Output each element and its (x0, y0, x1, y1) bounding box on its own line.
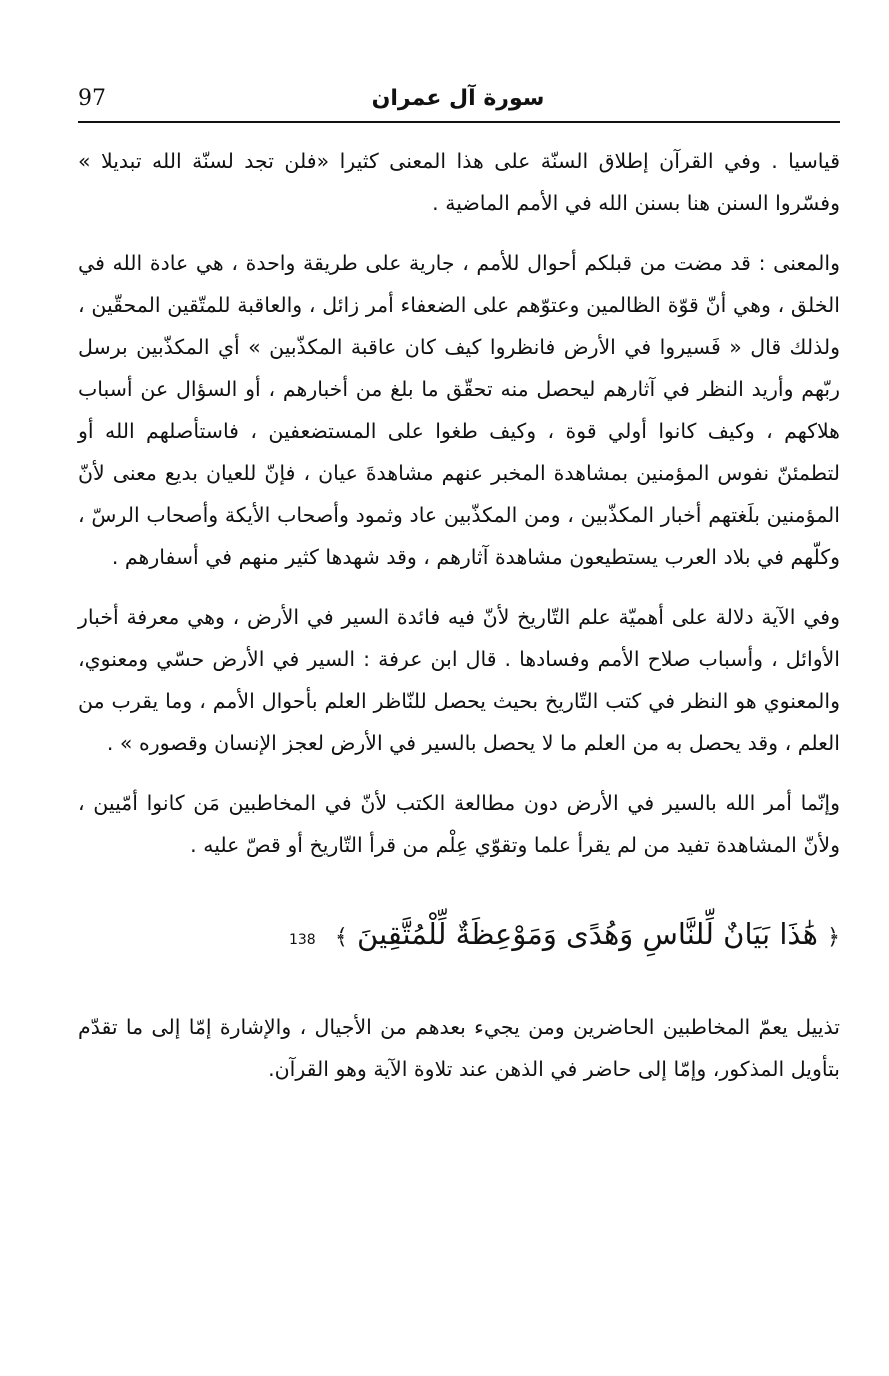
quran-verse (78, 912, 840, 962)
paragraph-gap (78, 224, 840, 242)
paragraph-tafsir: تذييل يعمّ المخاطبين الحاضرين ومن يجيء بعدهم من الأجيال ، والإشارة إمّا إلى ما تقدّم بتأويل المذكور، وإمّا إلى حاضر في الذهن عند تلاوة الآية وهو القرآن. (78, 1015, 840, 1081)
paragraph-gap (78, 578, 840, 596)
paragraph-1: قياسيا . وفي القرآن إطلاق السنّة على هذا المعنى كثيرا «فلن تجد لسنّة الله تبديلا » وفسّروا السنن هنا بسنن الله في الأمم الماضية . (78, 149, 840, 215)
running-title: سورة آل عمران (371, 86, 545, 111)
page-header (78, 78, 838, 118)
paragraph-4: وإنّما أمر الله بالسير في الأرض دون مطالعة الكتب لأنّ في المخاطبين مَن كانوا أمّيين ، ولأنّ المشاهدة تفيد من لم يقرأ علما وتقوّي عِلْم من قرأ التّاريخ أو قصّ عليه . (78, 791, 840, 857)
page-number: 97 (78, 86, 106, 111)
paragraph-2: والمعنى : قد مضت من قبلكم أحوال للأمم ، جارية على طريقة واحدة ، هي عادة الله في الخلق ، وهي أنّ قوّة الظالمين وعتوّهم على الضعفاء أمر زائل ، والعاقبة للمتّقين المحقّين ، ولذلك قال « فَسيروا في الأرض فانظروا كيف كان عاقبة المكذّبين » أي المكذّبين برسل ربّهم وأريد النظر في آثارهم ليحصل منه تحقّق ما بلغ من أخبارهم ، أو السؤال عن أسباب هلاكهم ، وكيف كانوا أولي قوة ، وكيف طغوا على المستضعفين ، فاستأصلهم الله أو لتطمئنّ نفوس المؤمنين بمشاهدة المخبر عنهم مشاهدةَ عيان ، فإنّ للعيان بديع معنى لأنّ المؤمنين بلَغتهم أخبار المكذّبين ، ومن المكذّبين عاد وثمود وأصحاب الأيكة وأصحاب الرسّ ، وكلّهم في بلاد العرب يستطيعون مشاهدة آثارهم ، وقد شهدها كثير منهم في أسفارهم . (78, 251, 840, 569)
verse-close-bracket: ﴾ (334, 925, 348, 950)
paragraph-gap (78, 764, 840, 782)
verse-number: 138 (288, 932, 316, 948)
page-body (78, 140, 840, 1090)
verse-open-bracket: ﴿ (827, 925, 840, 950)
paragraph-3: وفي الآية دلالة على أهميّة علم التّاريخ لأنّ فيه فائدة السير في الأرض ، وهي معرفة أخبار الأوائل ، وأسباب صلاح الأمم وفسادها . قال ابن عرفة : السير في الأرض حسّي ومعنوي، والمعنوي هو النظر في كتب التّاريخ بحيث يحصل للنّاظر العلم بأحوال الأمم ، وما يقرب من العلم ، وقد يحصل به من العلم ما لا يحصل بالسير في الأرض لعجز الإنسان وقصوره » . (78, 605, 840, 755)
header-rule (78, 121, 840, 123)
verse-text: هَٰذَا بَيَانٌ لِّلنَّاسِ وَهُدًى وَمَوْعِظَةٌ لِّلْمُتَّقِينَ (357, 917, 818, 951)
